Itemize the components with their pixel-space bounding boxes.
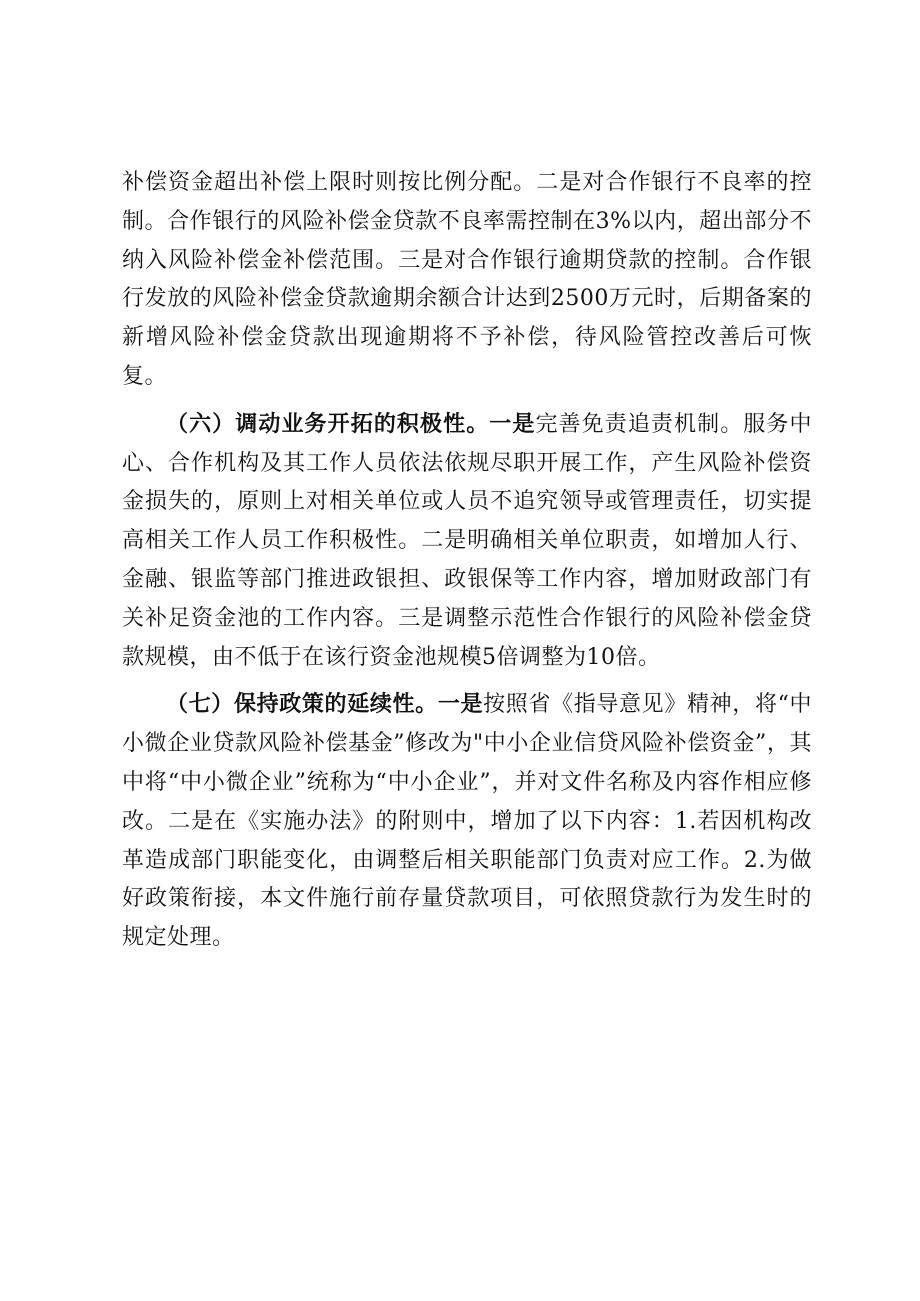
- paragraph-continuation: [122, 164, 812, 397]
- section-6-text: 完善免责追责机制。服务中心、合作机构及其工作人员依法依规尽职开展工作，产生风险补偿资金损失的，原则上对相关单位或人员不追究领导或管理责任，切实提高相关工作人员工作积极性。二是明确相关单位职责，如增加人行、金融、银监等部门推进政银担、政银保等工作内容，增加财政部门有关补足资金池的工作内容。三是调整示范性合作银行的风险补偿金贷款规模，由不低于在该行资金池规模5倍调整为10倍。: [122, 411, 812, 670]
- section-7-heading: （七）保持政策的延续性。一是: [166, 691, 484, 718]
- paragraph-section-6: [122, 405, 812, 678]
- document-body: [122, 164, 812, 958]
- paragraph-section-7: [122, 685, 812, 958]
- section-6-heading: （六）调动业务开拓的积极性。一是: [166, 410, 536, 437]
- section-7-text: 按照省《指导意见》精神，将“中小微企业贷款风险补偿基金”修改为"中小企业信贷风险补偿资金”，其中将“中小微企业”统称为“中小企业”，并对文件名称及内容作相应修改。二是在《实施办法》的附则中，增加了以下内容：1.若因机构改革造成部门职能变化，由调整后相关职能部门负责对应工作。2.为做好政策衔接，本文件施行前存量贷款项目，可依照贷款行为发生时的规定处理。: [122, 692, 812, 951]
- paragraph-text: 补偿资金超出补偿上限时则按比例分配。二是对合作银行不良率的控制。合作银行的风险补偿金贷款不良率需控制在3%以内，超出部分不纳入风险补偿金补偿范围。三是对合作银行逾期贷款的控制。合作银行发放的风险补偿金贷款逾期余额合计达到2500万元时，后期备案的新增风险补偿金贷款出现逾期将不予补偿，待风险管控改善后可恢复。: [122, 170, 812, 389]
